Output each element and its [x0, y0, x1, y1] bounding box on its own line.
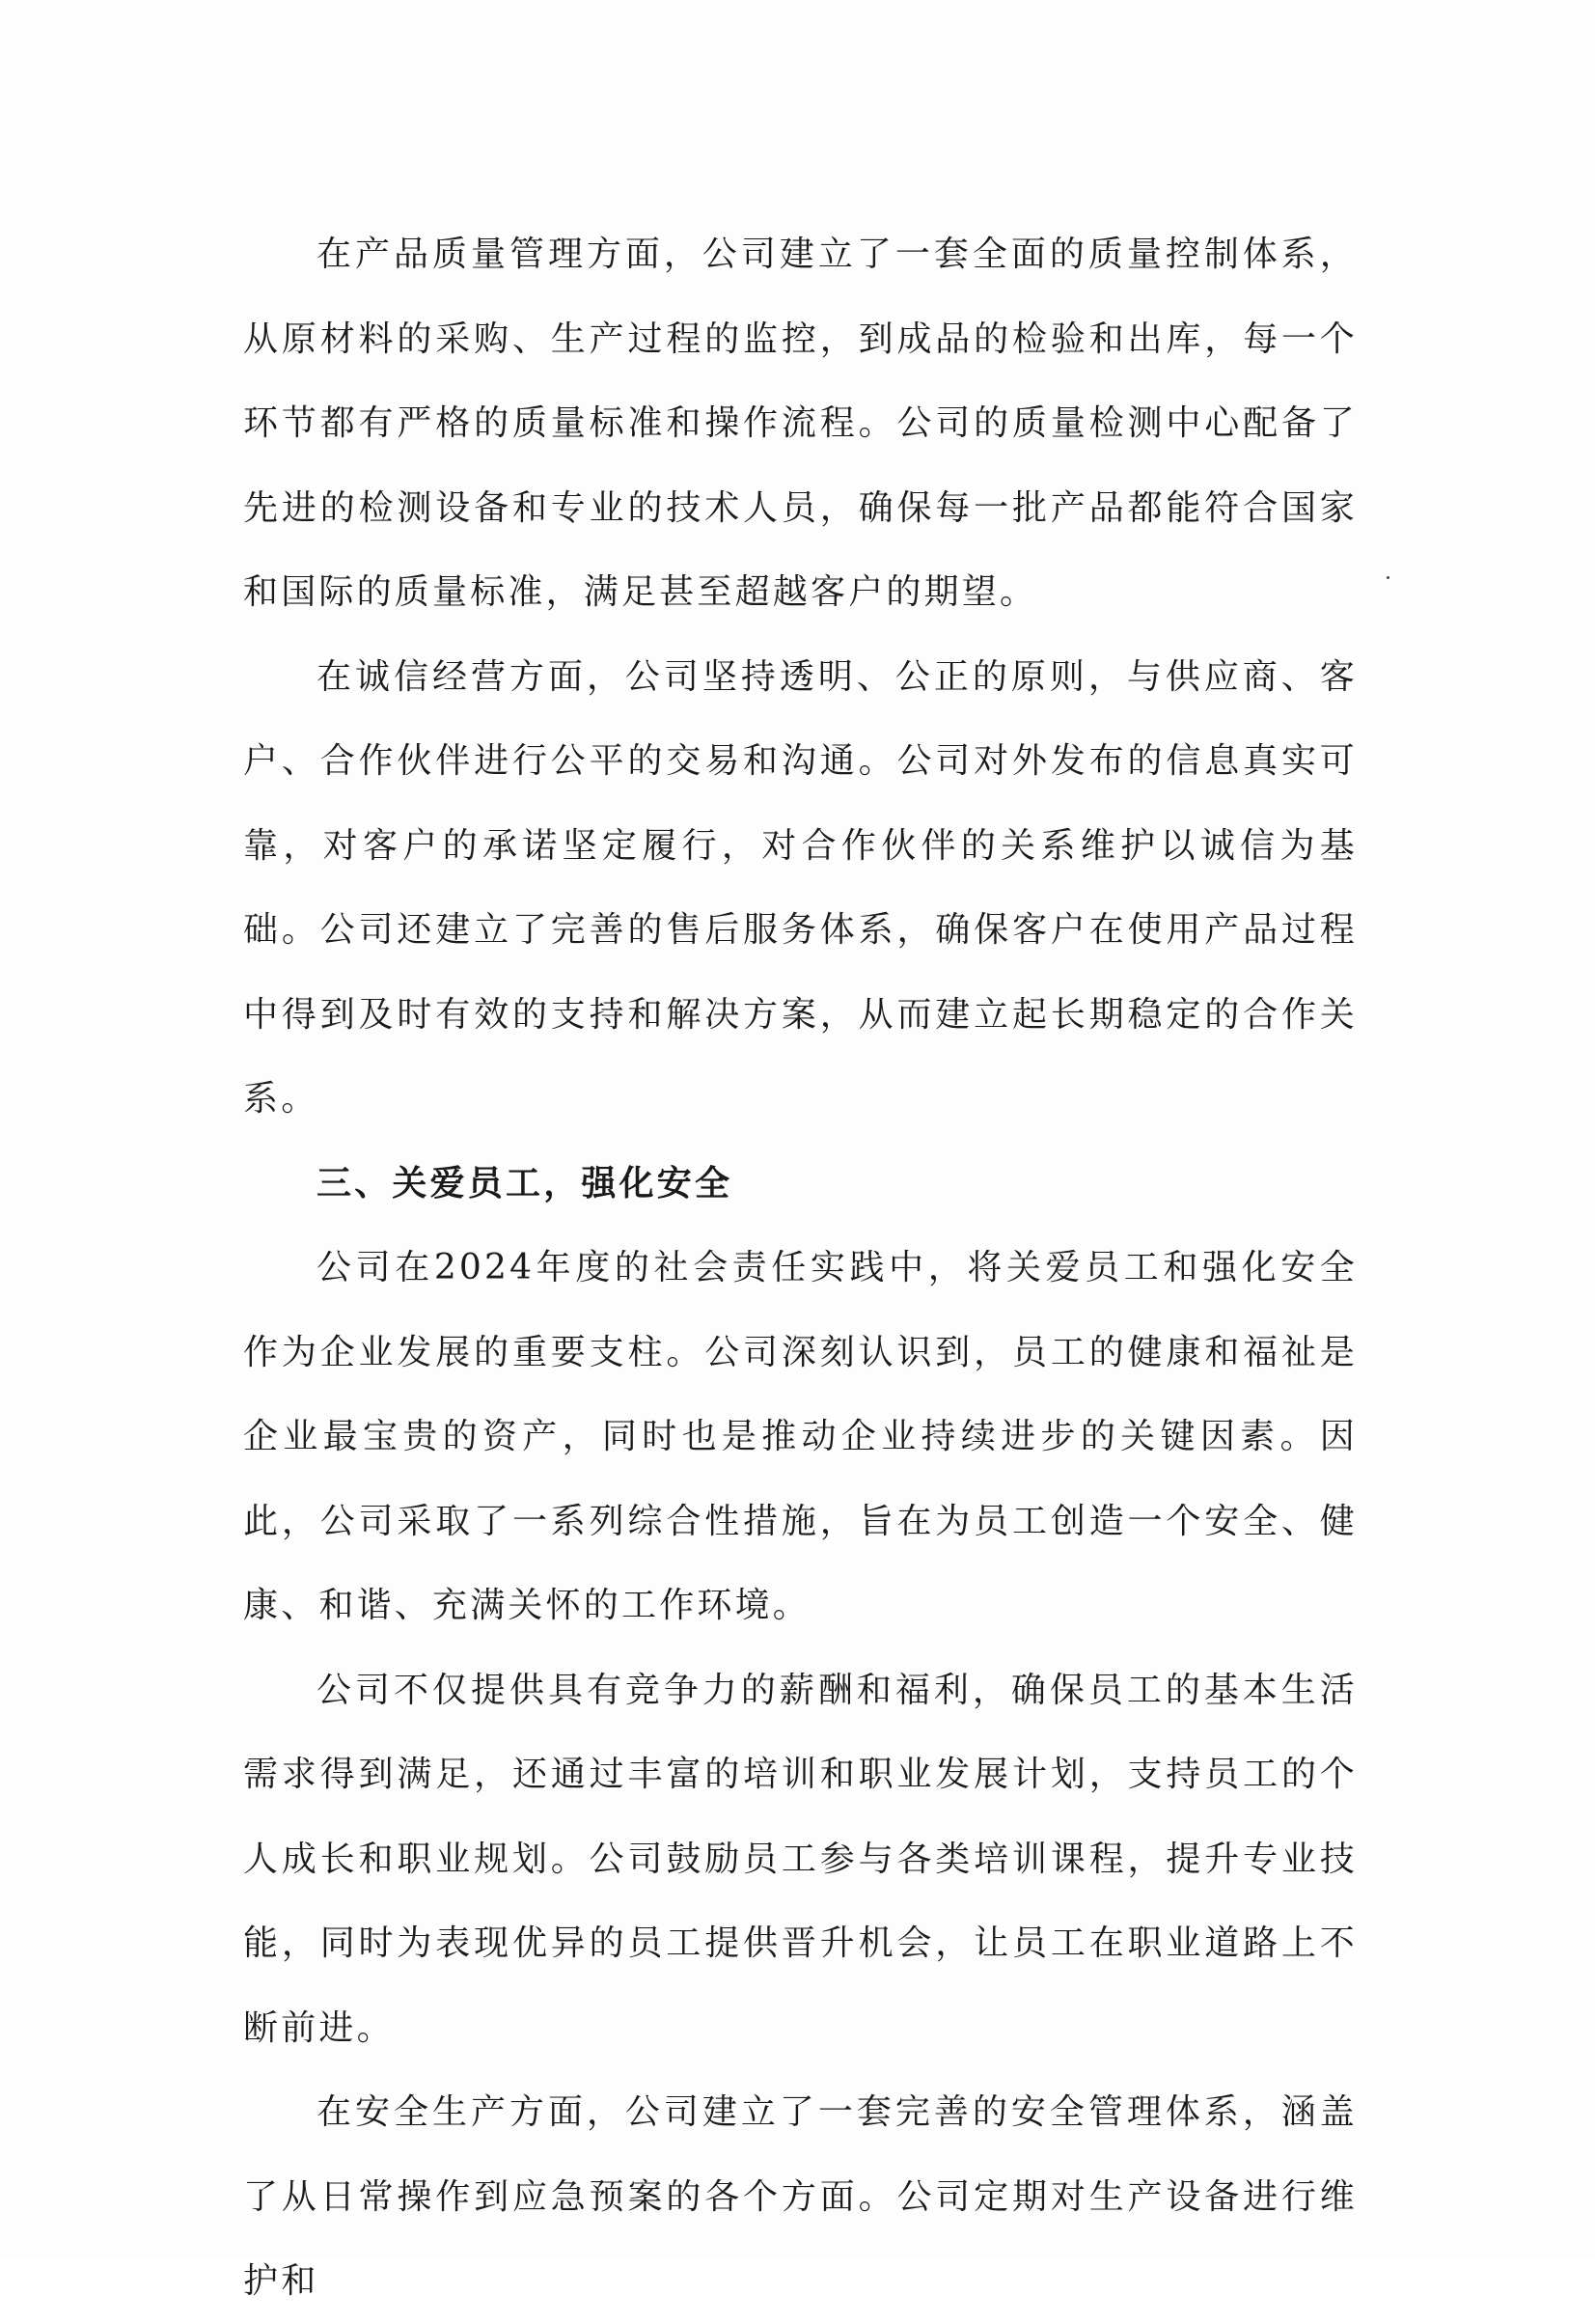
paragraph-integrity-operation: 在诚信经营方面，公司坚持透明、公正的原则，与供应商、客户、合作伙伴进行公平的交易和沟通。公司对外发布的信息真实可靠，对客户的承诺坚定履行，对合作伙伴的关系维护以诚信为基础。公司还建立了完善的售后服务体系，确保客户在使用产品过程中得到及时有效的支持和解决方案，从而建立起长期稳定的合作关系。: [243, 656, 1358, 1119]
paragraph-employee-care-intro: 公司在2024年度的社会责任实践中，将关爱员工和强化安全作为企业发展的重要支柱。公司深刻认识到，员工的健康和福祉是企业最宝贵的资产，同时也是推动企业持续进步的关键因素。因此，公司采取了一系列综合性措施，旨在为员工创造一个安全、健康、和谐、充满关怀的工作环境。: [243, 1248, 1358, 1625]
paragraph-safety-production: 在安全生产方面，公司建立了一套完善的安全管理体系，涵盖了从日常操作到应急预案的各个方面。公司定期对生产设备进行维护和: [243, 2092, 1358, 2301]
paragraph-compensation-training: 公司不仅提供具有竞争力的薪酬和福利，确保员工的基本生活需求得到满足，还通过丰富的培训和职业发展计划，支持员工的个人成长和职业规划。公司鼓励员工参与各类培训课程，提升专业技能，同时为表现优异的员工提供晋升机会，让员工在职业道路上不断前进。: [243, 1670, 1358, 2048]
document-body: [243, 212, 1358, 2324]
section-heading-employee-care: 三、关爱员工，强化安全: [316, 1163, 733, 1204]
paragraph-quality-management: 在产品质量管理方面，公司建立了一套全面的质量控制体系，从原材料的采购、生产过程的监控，到成品的检验和出库，每一个环节都有严格的质量标准和操作流程。公司的质量检测中心配备了先进的检测设备和专业的技术人员，确保每一批产品都能符合国家和国际的质量标准，满足甚至超越客户的期望。: [243, 235, 1358, 612]
scan-speck: [1387, 576, 1389, 579]
